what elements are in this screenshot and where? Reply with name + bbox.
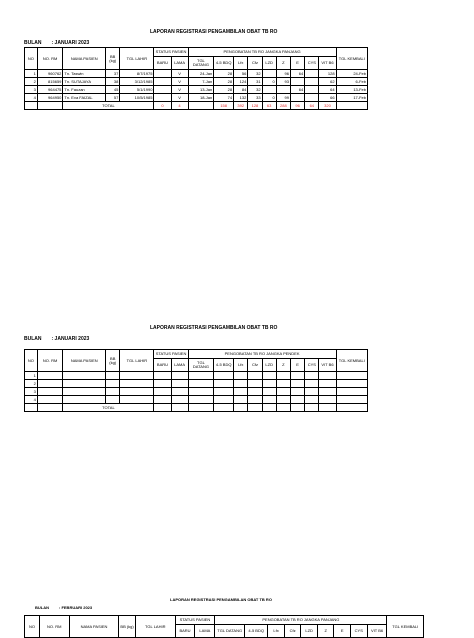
col-lfx: Lfx: [234, 359, 248, 372]
cell-lama: V: [171, 70, 188, 78]
total-lfx: 392: [234, 102, 248, 110]
report-title: LAPORAN REGISTRASI PENGAMBILAN OBAT TB RO: [150, 325, 278, 331]
month-line: [35, 605, 92, 610]
col-tgl-lahir: TGL LAHIR: [120, 350, 154, 372]
cell-lfx: 56: [234, 70, 248, 78]
total-cys: 64: [305, 102, 319, 110]
col-nama: NAMA PASIEN: [63, 48, 106, 70]
cell-no: 3: [25, 388, 38, 396]
total-baru: 0: [154, 102, 171, 110]
total-vitb6: 320: [319, 102, 336, 110]
cell-no: 1: [25, 372, 38, 380]
col-tgl-datang: TGL DATANG: [188, 57, 214, 70]
col-tgl-lahir: TGL LAHIR: [120, 48, 154, 70]
total-label: TOTAL: [63, 102, 154, 110]
col-cfz: Cfz: [284, 625, 301, 638]
cell-vitb6: 66: [319, 94, 336, 102]
cell-no: 2: [25, 380, 38, 388]
total-e: 96: [290, 102, 304, 110]
col-e: E: [291, 359, 305, 372]
cell-bb: 45: [106, 86, 120, 94]
cell-nama: Tn. Taswin: [63, 70, 106, 78]
col-fdc: 4-5 BDQ: [214, 359, 234, 372]
cell-lfx: 124: [234, 78, 248, 86]
col-lama: LAMA: [171, 359, 188, 372]
col-tgl-datang: TGL DATANG: [215, 625, 245, 638]
total-z: 288: [276, 102, 290, 110]
cell-vitb6: 62: [319, 78, 336, 86]
cell-z: 93: [276, 78, 290, 86]
cell-lama: V: [171, 86, 188, 94]
cell-e: 64: [290, 86, 304, 94]
total-cfz: 128: [248, 102, 262, 110]
cell-tgl-kembali: 6-Feb: [336, 78, 367, 86]
col-lzd: LZD: [262, 57, 276, 70]
month-label: BULAN: [24, 336, 42, 342]
cell-tgl-lahir: 10/5/1985: [120, 94, 154, 102]
cell-no: 4: [25, 396, 38, 404]
cell-no: 2: [25, 78, 38, 86]
cell-tgl-kembali: 17-Feb: [336, 94, 367, 102]
col-lzd: LZD: [262, 359, 276, 372]
cell-rm: 964950: [37, 94, 63, 102]
cell-tgl-datang: 24-Jan: [188, 70, 214, 78]
month-value: : JANUARI 2023: [51, 336, 90, 342]
col-fdc: 4-5 BDQ: [214, 57, 234, 70]
col-tgl-kembali: TGL KEMBALI: [336, 350, 367, 372]
cell-tgl-lahir: 3/12/1985: [120, 78, 154, 86]
cell-tgl-datang: 7-Jan: [188, 78, 214, 86]
cell-e: 64: [290, 70, 304, 78]
cell-no: 1: [25, 70, 38, 78]
cell-bb: 57: [106, 94, 120, 102]
col-lama: LAMA: [171, 57, 188, 70]
cell-cfz: 32: [248, 70, 262, 78]
col-no: NO: [25, 350, 38, 372]
col-lzd: LZD: [301, 625, 318, 638]
cell-vitb6: 64: [319, 86, 336, 94]
col-vitb6: VIT B6: [319, 57, 336, 70]
col-status-group: STATUS PASIEN: [154, 350, 188, 359]
col-no: NO: [25, 48, 38, 70]
cell-no: 3: [25, 86, 38, 94]
col-baru: BARU: [175, 625, 195, 638]
month-label: BULAN: [24, 40, 42, 46]
col-cys: CYS: [305, 57, 319, 70]
cell-z: 96: [276, 70, 290, 78]
col-lama: LAMA: [195, 625, 215, 638]
col-bb: BB (kg): [119, 616, 136, 638]
col-status-group: STATUS PASIEN: [175, 616, 215, 625]
cell-lfx: 132: [234, 94, 248, 102]
month-value: : FEBRUARI 2023: [59, 605, 93, 610]
cell-lzd: 0: [262, 78, 276, 86]
cell-fdc: 28: [214, 86, 234, 94]
cell-fdc: 28: [214, 70, 234, 78]
col-pengobatan-group: PENGOBATAN TB RO JANGKA PANJANG: [215, 616, 387, 625]
col-pengobatan-group: PENGOBATAN TB RO JANGKA PANJANG: [188, 48, 336, 57]
cell-no: 4: [25, 94, 38, 102]
cell-bb: 38: [106, 78, 120, 86]
col-status-group: STATUS PASIEN: [154, 48, 188, 57]
cell-z: 99: [276, 94, 290, 102]
cell-lama: V: [171, 94, 188, 102]
total-label: TOTAL: [63, 404, 154, 412]
cell-rm: 815659: [37, 78, 63, 86]
cell-fdc: 28: [214, 78, 234, 86]
col-vitb6: VIT B6: [319, 359, 336, 372]
total-lama: 4: [171, 102, 188, 110]
cell-vitb6: 128: [319, 70, 336, 78]
col-nama: NAMA PASIEN: [63, 350, 106, 372]
col-tgl-kembali: TGL KEMBALI: [387, 616, 424, 638]
col-fdc: 4-5 BDQ: [245, 625, 268, 638]
col-vitb6: VIT B6: [367, 625, 387, 638]
col-cys: CYS: [351, 625, 368, 638]
registration-table: [24, 615, 424, 638]
col-tgl-datang: TGL DATANG: [188, 359, 214, 372]
col-cfz: Cfz: [248, 359, 262, 372]
total-fdc: 158: [214, 102, 234, 110]
col-z: Z: [276, 359, 290, 372]
col-rm: NO. RM: [39, 616, 69, 638]
cell-rm: 964475: [37, 86, 63, 94]
total-lzd: 63: [262, 102, 276, 110]
cell-nama: Tn. Eva FAIZAL: [63, 94, 106, 102]
cell-tgl-datang: 13-Jan: [188, 86, 214, 94]
col-lfx: Lfx: [268, 625, 285, 638]
cell-lama: V: [171, 78, 188, 86]
cell-lzd: 0: [262, 94, 276, 102]
col-e: E: [334, 625, 351, 638]
cell-nama: Tn. Fauzan: [63, 86, 106, 94]
col-bb: BB (kg): [106, 48, 120, 70]
report-title: LAPORAN REGISTRASI PENGAMBILAN OBAT TB RO: [150, 29, 278, 35]
col-tgl-lahir: TGL LAHIR: [135, 616, 175, 638]
cell-cfz: 31: [248, 78, 262, 86]
cell-tgl-datang: 18-Jan: [188, 94, 214, 102]
col-e: E: [290, 57, 304, 70]
cell-tgl-lahir: 8/7/1975: [120, 70, 154, 78]
cell-tgl-kembali: 13-Feb: [336, 86, 367, 94]
cell-fdc: 74: [214, 94, 234, 102]
col-pengobatan-group: PENGOBATAN TB RO JANGKA PENDEK: [188, 350, 336, 359]
col-rm: NO. RM: [37, 350, 63, 372]
col-cfz: Cfz: [248, 57, 262, 70]
col-tgl-kembali: TGL KEMBALI: [336, 48, 367, 70]
col-nama: NAMA PASIEN: [69, 616, 119, 638]
col-baru: BARU: [154, 57, 171, 70]
col-z: Z: [317, 625, 334, 638]
col-lfx: Lfx: [234, 57, 248, 70]
col-no: NO: [25, 616, 40, 638]
cell-lfx: 84: [234, 86, 248, 94]
col-cys: CYS: [305, 359, 319, 372]
cell-tgl-kembali: 24-Feb: [336, 70, 367, 78]
month-value: : JANUARI 2023: [51, 40, 90, 46]
report-title: LAPORAN REGISTRASI PENGAMBILAN OBAT TB RO: [170, 597, 272, 602]
cell-cfz: 33: [248, 94, 262, 102]
col-baru: BARU: [154, 359, 171, 372]
cell-nama: Tn. SUTAJAYA: [63, 78, 106, 86]
cell-tgl-lahir: 5/1/1990: [120, 86, 154, 94]
col-bb: BB (kg): [106, 350, 120, 372]
month-label: BULAN: [35, 605, 49, 610]
col-z: Z: [276, 57, 290, 70]
cell-cfz: 32: [248, 86, 262, 94]
cell-bb: 37: [106, 70, 120, 78]
col-rm: NO. RM: [37, 48, 63, 70]
cell-rm: 960762: [37, 70, 63, 78]
